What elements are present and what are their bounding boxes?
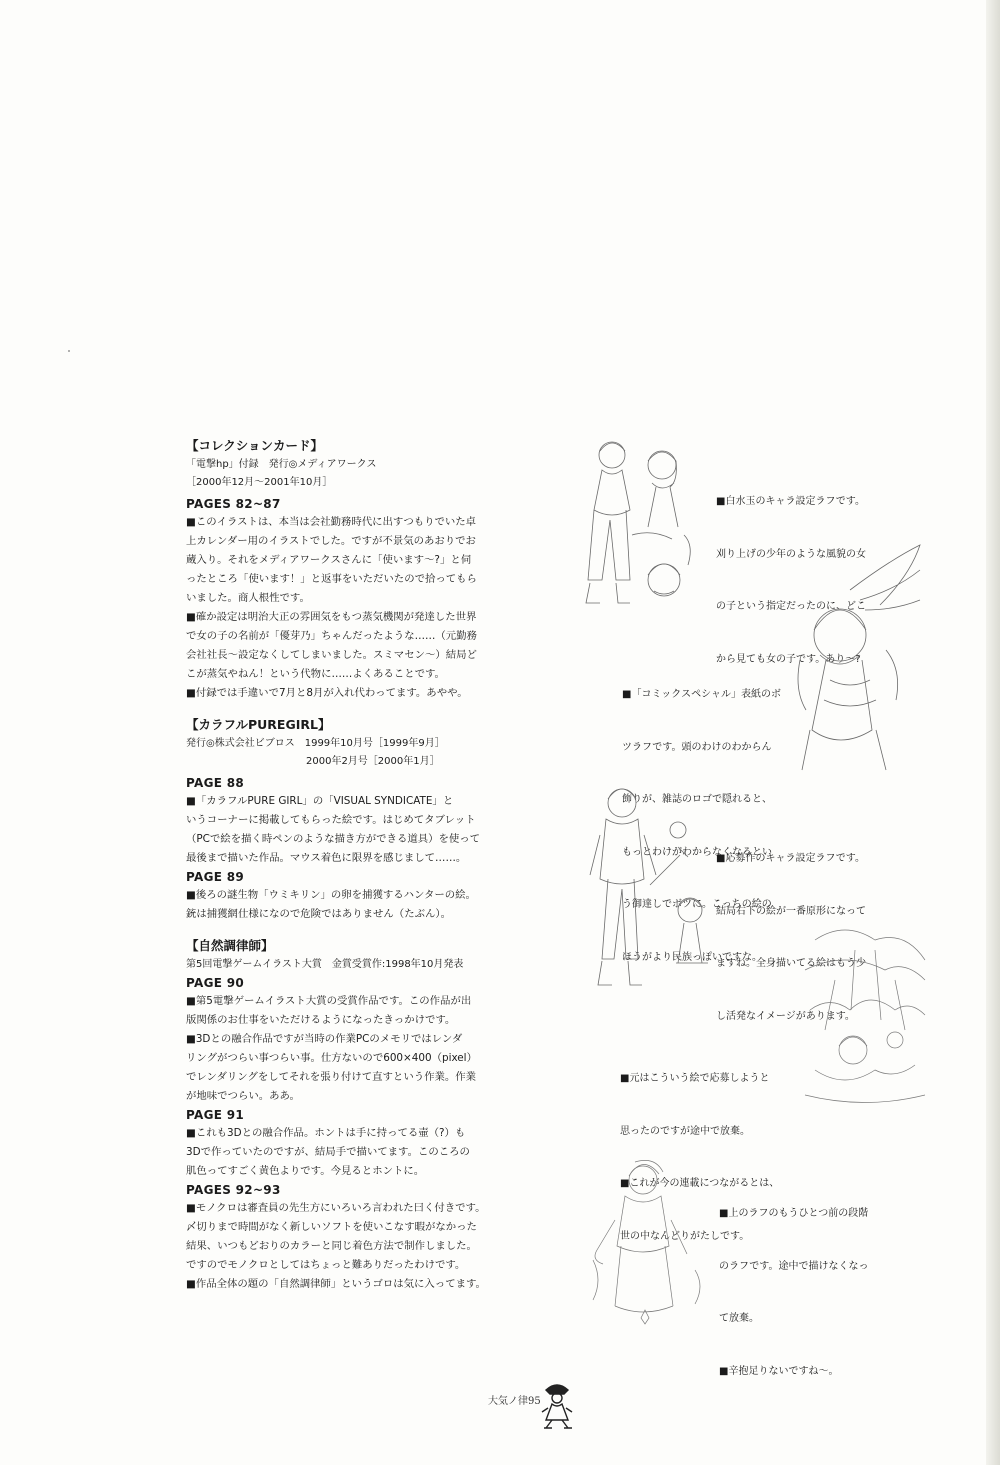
paragraph-line: 上カレンダー用のイラストでした。ですが不景気のあおりでお [186, 535, 476, 547]
paragraph-line: ■モノクロは審査員の先生方にいろいろ言われた曰く付きです。 [186, 1201, 486, 1214]
page-heading: PAGE 88 [186, 776, 245, 790]
page-heading: PAGE 91 [186, 1107, 245, 1122]
caption-line: し活発なイメージがあります。 [716, 1010, 855, 1022]
caption-line: の子という指定だったのに、どこ [716, 601, 866, 612]
publication-info: 「電撃hp」付録 発行◎メディアワークス [186, 459, 377, 470]
publication-info: 発行◎株式会社ビブロス 1999年10月号［1999年9月］ [186, 738, 445, 749]
caption-line: ■上のラフのもうひとつ前の段階 [719, 1208, 869, 1219]
section-collection-card [186, 436, 556, 703]
hunter-sketch-icon [580, 775, 720, 995]
section-title: 【カラフルPUREGIRL】 [186, 717, 331, 732]
dust-speck [68, 350, 70, 352]
paragraph-line: 版関係のお仕事をいただけるようになったきっかけです。 [186, 1013, 456, 1026]
paragraph-line: ったところ「使います！」と返事をいただいたので拾ってもら [186, 573, 477, 585]
girl-rough-sketch-icon [585, 1150, 715, 1335]
page-heading: PAGE 90 [186, 975, 245, 990]
forest-sketch-icon [795, 920, 935, 1110]
caption-line: ますね。全身描いてる絵はもう少 [716, 958, 866, 969]
paragraph-line: ■第5電撃ゲームイラスト大賞の受賞作品です。この作品が出 [186, 994, 472, 1007]
paragraph-line: （PCで絵を描く時ペンのような描き方ができる道具）を使って [186, 833, 481, 845]
paragraph-line: でレンダリングをしてそれを張り付けて直すという作業。作業 [186, 1070, 477, 1083]
publication-info: ［2000年12月～2001年10月］ [186, 476, 333, 488]
caption-line: ■辛抱足りないですね～。 [719, 1365, 839, 1377]
caption-line: う御達しでボツに。こっちの絵の [622, 899, 772, 910]
paragraph-line: 蔵入り。それをメディアワークスさんに「使います～?」と伺 [186, 554, 472, 566]
paragraph-line: ■付録では手違いで7月と8月が入れ代わってます。あやや。 [186, 687, 468, 699]
paragraph-line: ■これも3Dとの融合作品。ホントは手に持ってる壷（?）も [186, 1126, 466, 1139]
caption-line: ほうがより民族っぽいですな。 [622, 951, 762, 963]
caption-line: もっとわけがわからなくなるとい [622, 846, 772, 858]
text-column [186, 436, 556, 1294]
caption-line: から見ても女の子です。あり～? [716, 653, 861, 665]
caption-line: 飾りが、雑誌のロゴで隠れると、 [622, 794, 772, 805]
caption-line: ■白水玉のキャラ設定ラフです。 [716, 496, 865, 507]
paragraph-line: 肌色ってすごく黄色よりです。今見るとホントに。 [186, 1164, 425, 1177]
page-edge-shadow [986, 0, 1000, 1465]
caption-line: ツラフです。頭のわけのわからん [622, 741, 772, 753]
section-title: 【自然調律師】 [186, 938, 274, 953]
caption-line: 世の中なんどりがたしです。 [620, 1230, 750, 1242]
paragraph-line: 最後まで描いた作品。マウス着色に限界を感じまして……。 [186, 852, 467, 864]
paragraph-line: ■作品全体の題の「自然調律師」というゴロは気に入ってます。 [186, 1277, 486, 1290]
page-footer: 大気ノ律95 [488, 1396, 541, 1407]
paragraph-line: 会社社長～設定なくしてしまいました。スミマセン～）結局ど [186, 649, 477, 661]
paragraph-line: いうコーナーに掲載してもらった絵です。はじめてタブレット [186, 814, 476, 826]
paragraph-line: 〆切りまで時間がなく新しいソフトを使いこなす暇がなかった [186, 1220, 477, 1233]
caption-line: て放棄。 [719, 1313, 759, 1324]
winged-character-sketch-icon [790, 540, 925, 775]
page-heading: PAGES 92~93 [186, 1182, 281, 1197]
page-heading: PAGE 89 [186, 870, 245, 884]
section-title: 【コレクションカード】 [186, 438, 324, 453]
paragraph-line: ですのでモノクロとしてはちょっと難ありだったわけです。 [186, 1258, 466, 1271]
page-heading: PAGES 82~87 [186, 497, 281, 511]
section-nature-tuner [186, 936, 556, 1294]
paragraph-line: 結果、いつもどおりのカラーと同じ着色方法で制作しました。 [186, 1239, 477, 1252]
caption-block [719, 1170, 869, 1398]
caption-line: 思ったのですが途中で放棄。 [620, 1125, 750, 1137]
character-sketch-icon [572, 425, 722, 625]
publication-info: 第5回電撃ゲームイラスト大賞 金賞受賞作:1998年10月発表 [186, 959, 464, 970]
paragraph-line: ■確か設定は明治大正の雰囲気をもつ蒸気機関が発達した世界 [186, 611, 477, 623]
caption-line: ■「コミックスペシャル」表紙のボ [622, 689, 781, 700]
paragraph-line: こが蒸気やねん！という代物に……よくあることです。 [186, 668, 445, 680]
caption-line: ■応募作のキャラ設定ラフです。 [716, 853, 865, 864]
paragraph-line: ■3Dとの融合作品ですが当時の作業PCのメモリではレンダ [186, 1032, 463, 1045]
paragraph-line: で女の子の名前が「優芽乃」ちゃんだったような……（元勤務 [186, 630, 477, 642]
paragraph-line: ■後ろの謎生物「ウミキリン」の卵を捕獲するハンターの絵。 [186, 889, 476, 901]
publication-info: 2000年2月号［2000年1月］ [186, 755, 440, 767]
caption-line: 刈り上げの少年のような風貌の女 [716, 548, 866, 560]
paragraph-line: 銃は捕獲網仕様になので危険ではありません（たぶん）。 [186, 908, 451, 920]
caption-line: ■これが今の連載につながるとは、 [620, 1178, 780, 1189]
paragraph-line: 3Dで作っていたのですが、結局手で描いてます。このころの [186, 1145, 470, 1158]
caption-line: ■元はこういう絵で応募しようと [620, 1073, 770, 1084]
paragraph-line: ■「カラフルPURE GIRL」の「VISUAL SYNDICATE」と [186, 795, 454, 807]
paragraph-line: が地味でつらい。ああ。 [186, 1089, 300, 1102]
paragraph-line: いました。商人根性です。 [186, 592, 310, 604]
caption-line: 結局右下の絵が一番原形になって [716, 905, 866, 917]
section-colorful-pure-girl [186, 715, 556, 924]
mascot-figure-icon [540, 1382, 574, 1436]
caption-line: のラフです。途中で描けなくなっ [719, 1260, 869, 1272]
paragraph-line: リングがつらい事つらい事。仕方ないので600×400（pixel） [186, 1051, 477, 1064]
paragraph-line: ■このイラストは、本当は会社勤務時代に出すつもりでいた卓 [186, 516, 477, 528]
